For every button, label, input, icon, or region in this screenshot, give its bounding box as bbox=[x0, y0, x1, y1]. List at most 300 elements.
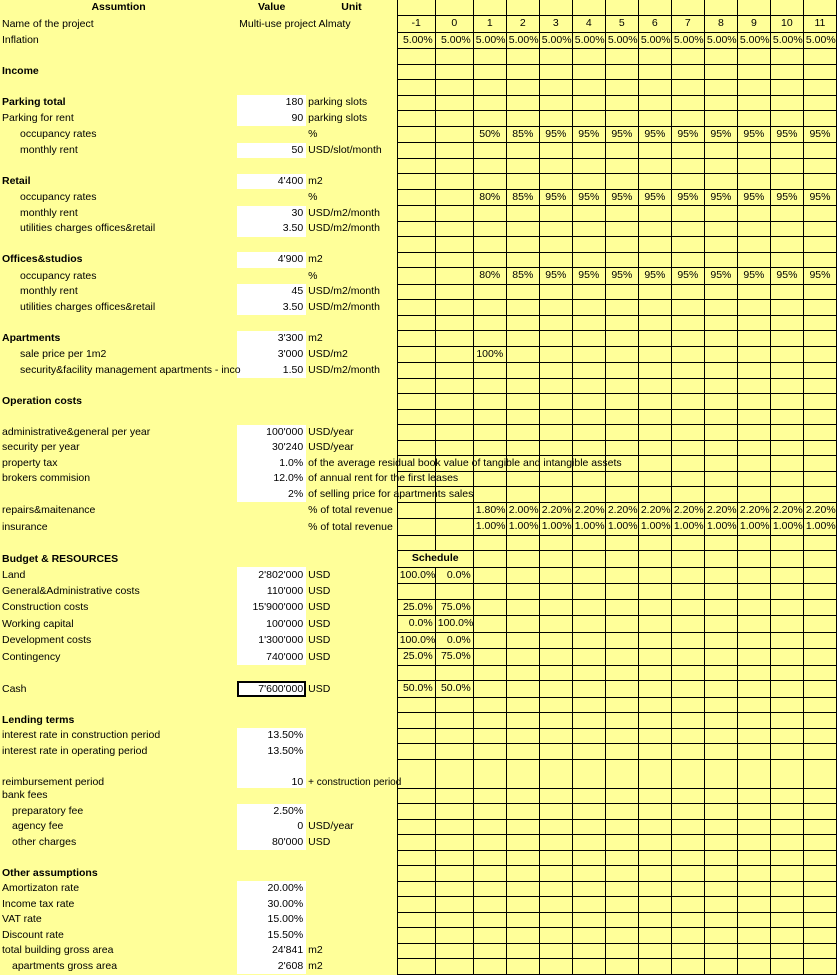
value-cell[interactable]: 100'000 bbox=[237, 616, 306, 633]
year-cell-10 bbox=[770, 174, 803, 190]
year-cell-5 bbox=[605, 425, 638, 441]
year-cell-8 bbox=[704, 471, 737, 487]
year-cell-5 bbox=[605, 728, 638, 744]
year-cell-8 bbox=[704, 567, 737, 584]
year-cell--1 bbox=[397, 959, 435, 975]
year-cell-7[interactable]: 95% bbox=[671, 189, 704, 206]
year-cell-7 bbox=[671, 143, 704, 159]
unit-cell bbox=[306, 64, 397, 80]
row-monthly-rent bbox=[0, 206, 837, 222]
year-cell-11 bbox=[803, 759, 836, 788]
year-cell-10[interactable]: 95% bbox=[770, 126, 803, 143]
year-cell--1 bbox=[397, 519, 435, 536]
year-cell-3[interactable]: 95% bbox=[539, 268, 572, 285]
header-row bbox=[0, 0, 837, 16]
year-cell--1 bbox=[397, 744, 435, 760]
year-cell-7 bbox=[671, 440, 704, 456]
unit-cell: m2 bbox=[308, 174, 323, 187]
year-cell-3[interactable]: 2.20% bbox=[539, 502, 572, 519]
row-occupancy-rates bbox=[0, 268, 837, 285]
year-cell-1 bbox=[473, 394, 506, 410]
year-cell-3 bbox=[539, 649, 572, 666]
year-cell-2 bbox=[506, 850, 539, 866]
year-cell-3 bbox=[539, 394, 572, 410]
year-cell-8[interactable]: 1.00% bbox=[704, 519, 737, 536]
value-cell[interactable]: 24'841 bbox=[237, 943, 306, 959]
row-monthly-rent bbox=[0, 284, 837, 300]
year-cell-0 bbox=[435, 819, 473, 835]
unit-cell: USD bbox=[308, 682, 331, 695]
year-cell-2[interactable]: 5.00% bbox=[506, 32, 539, 49]
row-label: administrative&general per year bbox=[2, 425, 151, 438]
year-cell--1 bbox=[397, 804, 435, 820]
row-label bbox=[0, 487, 237, 503]
year-cell-5[interactable]: 95% bbox=[605, 126, 638, 143]
value-cell[interactable]: 15'900'000 bbox=[237, 599, 306, 616]
unit-cell: parking slots bbox=[308, 96, 368, 108]
year-cell-2 bbox=[506, 471, 539, 487]
year-cell--1[interactable]: 25.0% bbox=[397, 599, 435, 616]
year-cell-4 bbox=[572, 649, 605, 666]
year-cell-2[interactable]: 85% bbox=[506, 268, 539, 285]
year-cell-10 bbox=[770, 728, 803, 744]
year-cell-10 bbox=[770, 599, 803, 616]
year-cell-3 bbox=[539, 681, 572, 698]
year-cell-3 bbox=[539, 487, 572, 503]
year-cell-9 bbox=[737, 471, 770, 487]
value-cell[interactable]: 1'300'000 bbox=[237, 632, 306, 649]
value-cell[interactable]: 740'000 bbox=[237, 649, 306, 666]
year-cell-2 bbox=[506, 174, 539, 190]
year-cell-7 bbox=[671, 681, 704, 698]
year-cell-0 bbox=[435, 881, 473, 897]
year-cell-5 bbox=[605, 346, 638, 363]
year-cell-1 bbox=[473, 665, 506, 681]
year-cell-3[interactable]: 95% bbox=[539, 126, 572, 143]
year-cell-2 bbox=[506, 649, 539, 666]
year-cell bbox=[539, 551, 572, 568]
year-cell-1 bbox=[473, 378, 506, 394]
row-label: total building gross area bbox=[2, 944, 114, 956]
year-cell-6 bbox=[638, 206, 671, 222]
unit-cell bbox=[306, 237, 397, 253]
year-cell-1[interactable]: 1.80% bbox=[473, 502, 506, 519]
year-cell-3 bbox=[539, 95, 572, 111]
value-cell[interactable]: 1.50 bbox=[237, 363, 306, 379]
year-cell-10[interactable]: 95% bbox=[770, 189, 803, 206]
year-cell-2 bbox=[506, 728, 539, 744]
year-cell-7[interactable]: 95% bbox=[671, 268, 704, 285]
year-cell-8[interactable]: 5.00% bbox=[704, 32, 737, 49]
value-cell[interactable]: 2% bbox=[237, 487, 306, 503]
value-cell[interactable]: 3.50 bbox=[237, 300, 306, 316]
year-cell--1[interactable]: 5.00% bbox=[397, 32, 435, 49]
year-cell-6[interactable]: 95% bbox=[638, 268, 671, 285]
year-cell-8 bbox=[704, 394, 737, 410]
year-cell-6 bbox=[638, 928, 671, 944]
value-cell[interactable]: 2'608 bbox=[237, 959, 306, 975]
year-cell-11[interactable]: 95% bbox=[803, 126, 836, 143]
year-cell-11 bbox=[803, 315, 836, 331]
year-cell-0 bbox=[435, 315, 473, 331]
year-cell-9 bbox=[737, 346, 770, 363]
value-cell[interactable]: 30.00% bbox=[237, 897, 306, 913]
year-cell-9 bbox=[737, 300, 770, 316]
blank-row bbox=[0, 535, 837, 551]
row-interest-rate-in-operating-period bbox=[0, 744, 837, 760]
year-cell-1 bbox=[473, 237, 506, 253]
year-cell-6[interactable]: 95% bbox=[638, 189, 671, 206]
unit-cell bbox=[306, 850, 397, 866]
year-cell-7 bbox=[671, 363, 704, 379]
year-cell-1 bbox=[473, 697, 506, 713]
blank-row bbox=[0, 315, 837, 331]
year-cell-3 bbox=[539, 759, 572, 788]
value-cell[interactable]: 30 bbox=[237, 206, 306, 222]
row-label bbox=[0, 49, 237, 65]
year-cell-3 bbox=[539, 440, 572, 456]
year-cell-8 bbox=[704, 80, 737, 96]
year-cell-2 bbox=[506, 697, 539, 713]
year-cell-7 bbox=[671, 697, 704, 713]
year-cell-11 bbox=[803, 95, 836, 111]
year-cell-1 bbox=[473, 315, 506, 331]
year-cell-9 bbox=[737, 363, 770, 379]
value-cell[interactable]: 90 bbox=[237, 111, 306, 127]
value-cell[interactable]: 3'000 bbox=[237, 346, 306, 363]
year-cell-10 bbox=[770, 456, 803, 472]
year-cell-7 bbox=[671, 912, 704, 928]
value-cell bbox=[237, 502, 306, 519]
year-cell-4[interactable]: 1.00% bbox=[572, 519, 605, 536]
year-cell-9 bbox=[737, 788, 770, 804]
year-cell-10[interactable]: 2.20% bbox=[770, 502, 803, 519]
unit-cell bbox=[306, 912, 397, 928]
year-cell-6[interactable]: 1.00% bbox=[638, 519, 671, 536]
year-cell-7 bbox=[671, 881, 704, 897]
project-name-value[interactable]: Multi-use project Almaty bbox=[239, 17, 351, 30]
year-cell-6[interactable]: 5.00% bbox=[638, 32, 671, 49]
year-cell-6 bbox=[638, 819, 671, 835]
year-cell-10[interactable]: 1.00% bbox=[770, 519, 803, 536]
year-cell-1 bbox=[473, 300, 506, 316]
year-cell-0[interactable]: 0.0% bbox=[435, 567, 473, 584]
value-cell[interactable]: 13.50% bbox=[237, 744, 306, 760]
year-cell-4 bbox=[572, 928, 605, 944]
year-cell-3 bbox=[539, 111, 572, 127]
row-income-tax-rate bbox=[0, 897, 837, 913]
year-cell-7 bbox=[671, 788, 704, 804]
year-cell-8 bbox=[704, 456, 737, 472]
year-cell-8[interactable]: 95% bbox=[704, 189, 737, 206]
value-cell[interactable]: 2.50% bbox=[237, 804, 306, 820]
year-cell-1[interactable]: 1.00% bbox=[473, 519, 506, 536]
value-cell[interactable]: 30'240 bbox=[237, 440, 306, 456]
year-cell-0[interactable]: 100.0% bbox=[435, 616, 473, 633]
year-cell-0[interactable]: 50.0% bbox=[435, 681, 473, 698]
value-cell[interactable]: 100'000 bbox=[237, 425, 306, 441]
value-cell[interactable]: 10 bbox=[237, 759, 306, 788]
value-cell[interactable]: 0 bbox=[237, 819, 306, 835]
value-cell bbox=[237, 268, 306, 285]
row-parking-total bbox=[0, 95, 837, 111]
value-cell[interactable]: 3'300 bbox=[237, 331, 306, 347]
year-cell-7 bbox=[671, 315, 704, 331]
value-cell[interactable]: 12.0% bbox=[237, 471, 306, 487]
year-cell-5 bbox=[605, 866, 638, 882]
year-cell-0 bbox=[435, 237, 473, 253]
year-cell-4 bbox=[572, 174, 605, 190]
year-cell-6 bbox=[638, 697, 671, 713]
year-cell-8[interactable]: 95% bbox=[704, 268, 737, 285]
value-cell[interactable]: 15.50% bbox=[237, 928, 306, 944]
year-cell-5[interactable]: 95% bbox=[605, 268, 638, 285]
year-cell-7 bbox=[671, 713, 704, 729]
year-cell-11[interactable]: 2.20% bbox=[803, 502, 836, 519]
year-cell-7[interactable]: 5.00% bbox=[671, 32, 704, 49]
year-cell-0 bbox=[435, 697, 473, 713]
unit-cell: of annual rent for the first leases bbox=[308, 472, 459, 484]
year-cell--1[interactable]: 50.0% bbox=[397, 681, 435, 698]
year-cell-7 bbox=[671, 959, 704, 975]
row-label: monthly rent bbox=[20, 285, 78, 297]
year-cell-5[interactable]: 95% bbox=[605, 189, 638, 206]
year-cell-0[interactable]: 0.0% bbox=[435, 632, 473, 649]
year-cell-8 bbox=[704, 143, 737, 159]
year-cell-1[interactable]: 100% bbox=[473, 346, 506, 363]
value-cell[interactable]: 45 bbox=[237, 284, 306, 300]
year-cell-8 bbox=[704, 804, 737, 820]
year-cell-5[interactable]: 1.00% bbox=[605, 519, 638, 536]
unit-cell: USD/year bbox=[308, 820, 354, 832]
year-cell-4 bbox=[572, 616, 605, 633]
row-occupancy-rates bbox=[0, 126, 837, 143]
year-cell-9[interactable]: 2.20% bbox=[737, 502, 770, 519]
year-cell-2[interactable]: 1.00% bbox=[506, 519, 539, 536]
year-cell-5[interactable]: 2.20% bbox=[605, 502, 638, 519]
year-cell-5[interactable]: 5.00% bbox=[605, 32, 638, 49]
year-header-11: 11 bbox=[803, 16, 836, 33]
value-cell bbox=[237, 158, 306, 174]
year-cell-1[interactable]: 80% bbox=[473, 189, 506, 206]
year-cell-3 bbox=[539, 835, 572, 851]
year-cell-11[interactable]: 5.00% bbox=[803, 32, 836, 49]
year-cell-9[interactable]: 1.00% bbox=[737, 519, 770, 536]
year-cell-2 bbox=[506, 206, 539, 222]
year-cell-4 bbox=[572, 143, 605, 159]
year-cell-11 bbox=[803, 331, 836, 347]
value-cell[interactable]: 15.00% bbox=[237, 912, 306, 928]
year-cell bbox=[506, 551, 539, 568]
value-cell[interactable]: 4'400 bbox=[237, 174, 306, 190]
year-cell-0 bbox=[435, 331, 473, 347]
unit-cell bbox=[306, 713, 397, 729]
year-cell-6 bbox=[638, 440, 671, 456]
unit-cell: USD/m2/month bbox=[308, 222, 380, 234]
year-cell-9 bbox=[737, 456, 770, 472]
year-cell-3 bbox=[539, 143, 572, 159]
year-cell--1[interactable]: 25.0% bbox=[397, 649, 435, 666]
value-cell[interactable]: 50 bbox=[237, 143, 306, 159]
year-cell-0 bbox=[435, 284, 473, 300]
year-cell--1[interactable]: 100.0% bbox=[397, 632, 435, 649]
year-cell-2[interactable]: 85% bbox=[506, 189, 539, 206]
year-header-2: 2 bbox=[506, 16, 539, 33]
value-cell[interactable]: 80'000 bbox=[237, 835, 306, 851]
year-cell-1[interactable]: 5.00% bbox=[473, 32, 506, 49]
year-cell-4[interactable]: 2.20% bbox=[572, 502, 605, 519]
year-cell--1[interactable]: 0.0% bbox=[397, 616, 435, 633]
year-cell-4[interactable]: 95% bbox=[572, 189, 605, 206]
year-cell-2 bbox=[506, 64, 539, 80]
year-cell-9 bbox=[737, 759, 770, 788]
year-cell-9[interactable]: 95% bbox=[737, 126, 770, 143]
year-col-empty bbox=[435, 0, 473, 16]
year-cell-9 bbox=[737, 632, 770, 649]
year-cell-6 bbox=[638, 221, 671, 237]
blank-row bbox=[0, 850, 837, 866]
year-cell-3[interactable]: 95% bbox=[539, 189, 572, 206]
year-cell-5 bbox=[605, 649, 638, 666]
value-cell[interactable]: 3.50 bbox=[237, 221, 306, 237]
year-cell--1 bbox=[397, 897, 435, 913]
year-cell-5 bbox=[605, 835, 638, 851]
year-cell-9 bbox=[737, 567, 770, 584]
year-cell-4[interactable]: 5.00% bbox=[572, 32, 605, 49]
year-cell-6[interactable]: 95% bbox=[638, 126, 671, 143]
year-cell-1[interactable]: 50% bbox=[473, 126, 506, 143]
year-cell-4 bbox=[572, 487, 605, 503]
year-cell-7[interactable]: 1.00% bbox=[671, 519, 704, 536]
year-cell-2 bbox=[506, 409, 539, 425]
year-cell-6 bbox=[638, 959, 671, 975]
year-cell-8[interactable]: 95% bbox=[704, 126, 737, 143]
value-cell[interactable]: 20.00% bbox=[237, 881, 306, 897]
row-label: Other assumptions bbox=[2, 866, 98, 879]
year-cell-11[interactable]: 95% bbox=[803, 268, 836, 285]
year-cell-5 bbox=[605, 174, 638, 190]
value-cell[interactable]: 4'900 bbox=[237, 252, 306, 268]
year-cell-5 bbox=[605, 64, 638, 80]
year-cell-2 bbox=[506, 95, 539, 111]
year-cell-9 bbox=[737, 425, 770, 441]
unit-cell bbox=[306, 665, 397, 681]
value-cell[interactable]: 1.0% bbox=[237, 456, 306, 472]
year-cell-9 bbox=[737, 881, 770, 897]
value-cell[interactable]: 2'802'000 bbox=[237, 567, 306, 584]
year-cell-5 bbox=[605, 632, 638, 649]
year-cell-0[interactable]: 75.0% bbox=[435, 649, 473, 666]
year-cell-10[interactable]: 5.00% bbox=[770, 32, 803, 49]
row-label bbox=[0, 158, 237, 174]
year-cell-6 bbox=[638, 425, 671, 441]
year-cell-8 bbox=[704, 728, 737, 744]
value-cell bbox=[237, 394, 306, 410]
year-cell-11 bbox=[803, 487, 836, 503]
year-cell-2 bbox=[506, 567, 539, 584]
unit-cell bbox=[306, 928, 397, 944]
year-cell-10[interactable]: 95% bbox=[770, 268, 803, 285]
year-cell--1[interactable]: 100.0% bbox=[397, 567, 435, 584]
unit-cell: USD/m2/month bbox=[308, 206, 380, 219]
year-cell-3 bbox=[539, 221, 572, 237]
year-cell-3 bbox=[539, 959, 572, 975]
year-cell-9[interactable]: 95% bbox=[737, 189, 770, 206]
value-cell[interactable]: 180 bbox=[237, 95, 306, 111]
year-cell-2[interactable]: 85% bbox=[506, 126, 539, 143]
year-cell-0 bbox=[435, 64, 473, 80]
year-cell-1 bbox=[473, 143, 506, 159]
year-col-empty bbox=[473, 0, 506, 16]
year-cell-11 bbox=[803, 728, 836, 744]
unit-cell: USD bbox=[308, 601, 331, 613]
year-cell-11[interactable]: 1.00% bbox=[803, 519, 836, 536]
year-cell-0[interactable]: 75.0% bbox=[435, 599, 473, 616]
year-cell-6 bbox=[638, 64, 671, 80]
year-cell-10 bbox=[770, 850, 803, 866]
year-cell-2 bbox=[506, 713, 539, 729]
row-label: Apartments bbox=[2, 331, 61, 344]
year-cell-5 bbox=[605, 697, 638, 713]
year-cell--1 bbox=[397, 300, 435, 316]
year-cell-9 bbox=[737, 206, 770, 222]
year-cell-3 bbox=[539, 866, 572, 882]
year-cell-6[interactable]: 2.20% bbox=[638, 502, 671, 519]
year-cell-1[interactable]: 80% bbox=[473, 268, 506, 285]
year-cell-11[interactable]: 95% bbox=[803, 189, 836, 206]
year-cell-5 bbox=[605, 252, 638, 268]
unit-cell: % bbox=[308, 128, 318, 140]
value-cell[interactable]: 7'600'000 bbox=[237, 681, 306, 698]
year-cell-7[interactable]: 2.20% bbox=[671, 502, 704, 519]
year-cell--1 bbox=[397, 788, 435, 804]
year-cell-11 bbox=[803, 221, 836, 237]
year-cell-8[interactable]: 2.20% bbox=[704, 502, 737, 519]
year-cell-3 bbox=[539, 567, 572, 584]
year-col-empty bbox=[539, 0, 572, 16]
year-cell-3[interactable]: 1.00% bbox=[539, 519, 572, 536]
year-header-6: 6 bbox=[638, 16, 671, 33]
year-cell--1 bbox=[397, 502, 435, 519]
year-cell-2[interactable]: 2.00% bbox=[506, 502, 539, 519]
year-cell-0[interactable]: 5.00% bbox=[435, 32, 473, 49]
year-cell-11 bbox=[803, 535, 836, 551]
unit-cell bbox=[306, 32, 397, 49]
year-cell-9[interactable]: 95% bbox=[737, 268, 770, 285]
year-cell--1 bbox=[397, 819, 435, 835]
year-cell-9[interactable]: 5.00% bbox=[737, 32, 770, 49]
year-cell-0 bbox=[435, 95, 473, 111]
value-cell[interactable]: 110'000 bbox=[237, 584, 306, 600]
year-cell-7[interactable]: 95% bbox=[671, 126, 704, 143]
year-cell-1 bbox=[473, 928, 506, 944]
year-cell--1 bbox=[397, 409, 435, 425]
year-cell-4[interactable]: 95% bbox=[572, 126, 605, 143]
year-cell-3 bbox=[539, 206, 572, 222]
value-cell[interactable]: 13.50% bbox=[237, 728, 306, 744]
year-cell-5 bbox=[605, 158, 638, 174]
year-cell-0 bbox=[435, 502, 473, 519]
year-cell-4[interactable]: 95% bbox=[572, 268, 605, 285]
year-cell-6 bbox=[638, 284, 671, 300]
year-cell-11 bbox=[803, 959, 836, 975]
row-label: Income tax rate bbox=[2, 897, 75, 910]
year-cell-3 bbox=[539, 331, 572, 347]
year-cell-3[interactable]: 5.00% bbox=[539, 32, 572, 49]
unit-cell: % bbox=[308, 191, 318, 203]
year-cell-4 bbox=[572, 632, 605, 649]
year-cell-10 bbox=[770, 943, 803, 959]
